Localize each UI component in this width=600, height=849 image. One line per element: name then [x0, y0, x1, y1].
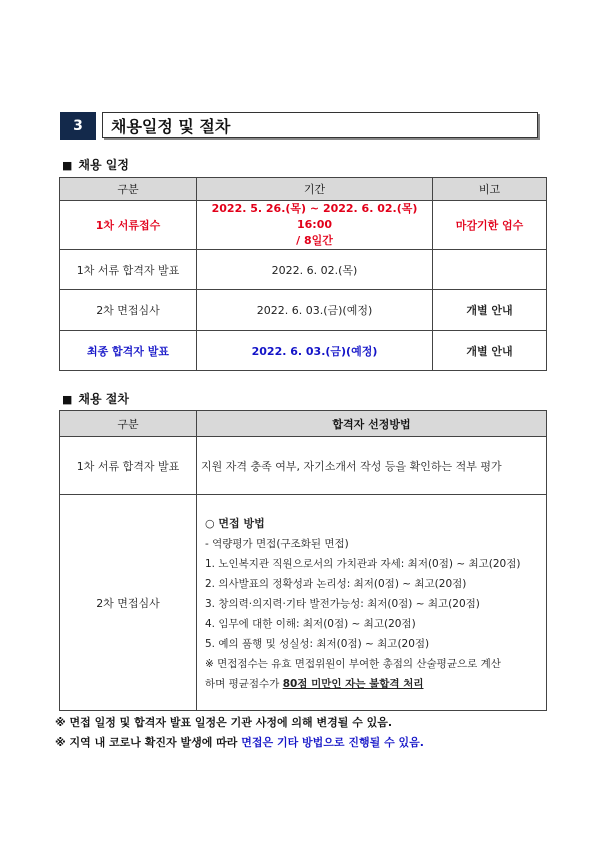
table-row — [60, 437, 547, 495]
interview-line: 2. 의사발표의 정확성과 논리성: 최저(0점) ~ 최고(20점) — [205, 577, 467, 590]
procedure-heading-text: 채용 절차 — [78, 392, 129, 406]
row-category: 1차 서류접수 — [60, 201, 197, 250]
interview-line — [205, 674, 540, 694]
row-category: 1차 서류 합격자 발표 — [60, 437, 197, 495]
row-note — [433, 250, 547, 290]
column-header: 비고 — [433, 178, 547, 201]
schedule-heading — [62, 156, 129, 173]
table-row — [60, 201, 547, 250]
note-schedule-change: ※ 면접 일정 및 합격자 발표 일정은 기관 사정에 의해 변경될 수 있음. — [55, 716, 393, 729]
interview-method-cell — [197, 495, 547, 711]
row-period — [197, 201, 433, 250]
row-period: 2022. 6. 03.(금)(예정) — [197, 331, 433, 371]
schedule-table — [59, 177, 547, 371]
interview-line-prefix: 하며 평균점수가 — [205, 677, 283, 690]
row-method: 지원 자격 충족 여부, 자기소개서 작성 등을 확인하는 적부 평가 — [197, 437, 547, 495]
table-row — [60, 290, 547, 331]
note-covid-emph: 면접은 기타 방법으로 진행될 수 있음. — [241, 736, 424, 749]
interview-line: 1. 노인복지관 직원으로서의 가치관과 자세: 최저(0점) ~ 최고(20점) — [205, 557, 521, 570]
row-category: 최종 합격자 발표 — [60, 331, 197, 371]
column-header: 합격자 선정방법 — [197, 411, 547, 437]
table-row — [60, 250, 547, 290]
table-header-row — [60, 178, 547, 201]
note-covid — [55, 734, 424, 750]
section-number: 3 — [60, 112, 96, 140]
row-category: 1차 서류 합격자 발표 — [60, 250, 197, 290]
procedure-table — [59, 410, 547, 711]
section-title: 채용일정 및 절차 — [102, 112, 538, 138]
column-header: 구분 — [60, 411, 197, 437]
table-header-row — [60, 411, 547, 437]
row-category: 2차 면접심사 — [60, 495, 197, 711]
interview-title: ○ 면접 방법 — [205, 516, 265, 530]
section-header — [60, 112, 540, 140]
interview-line: - 역량평가 면접(구조화된 면접) — [205, 537, 349, 550]
procedure-heading — [62, 390, 129, 407]
row-note: 개별 안내 — [433, 290, 547, 331]
period-line: 2022. 5. 26.(목) ~ 2022. 6. 02.(목) 16:00 — [211, 202, 418, 231]
column-header: 구분 — [60, 178, 197, 201]
note-covid-prefix: ※ 지역 내 코로나 확진자 발생에 따라 — [55, 736, 242, 749]
interview-line: ※ 면접점수는 유효 면접위원이 부여한 총점의 산술평균으로 계산 — [205, 657, 501, 670]
row-category: 2차 면접심사 — [60, 290, 197, 331]
row-note: 개별 안내 — [433, 331, 547, 371]
interview-line: 3. 창의력·의지력·기타 발전가능성: 최저(0점) ~ 최고(20점) — [205, 597, 480, 610]
row-period: 2022. 6. 03.(금)(예정) — [197, 290, 433, 331]
row-period: 2022. 6. 02.(목) — [197, 250, 433, 290]
row-note: 마감기한 엄수 — [433, 201, 547, 250]
table-row — [60, 331, 547, 371]
square-bullet-icon: ■ — [62, 393, 73, 406]
interview-line: 4. 임무에 대한 이해: 최저(0점) ~ 최고(20점) — [205, 617, 416, 630]
fail-criterion: 80점 미만인 자는 불합격 처리 — [282, 677, 424, 690]
interview-line: 5. 예의 품행 및 성실성: 최저(0점) ~ 최고(20점) — [205, 637, 430, 650]
square-bullet-icon: ■ — [62, 159, 73, 172]
schedule-heading-text: 채용 일정 — [78, 158, 129, 172]
period-line: / 8일간 — [296, 234, 333, 247]
table-row — [60, 495, 547, 711]
column-header: 기간 — [197, 178, 433, 201]
